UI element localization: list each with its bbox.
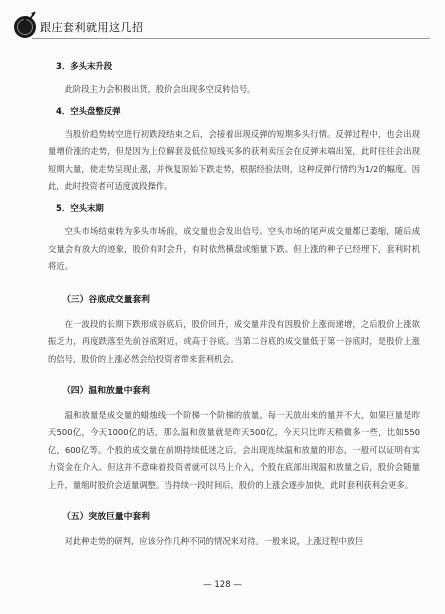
- item-heading-5: 5．空头末期: [56, 202, 104, 213]
- running-header: [14, 10, 432, 40]
- section-title-5: （五）突放巨量中套利: [62, 511, 150, 522]
- item-heading-3: 3．多头末升段: [56, 61, 113, 71]
- item-text-5: 空头市场结束转为多头市场前，成交量也会发出信号。空头市场的尾声成交量都已萎缩，随后成交量会有放大的迹象，股价有时会升，有时依然横盘或缩量下跌。但上涨的种子已经埋下，套利时机将近。: [48, 225, 420, 272]
- item-heading-4: 4．空头盘整反弹: [56, 105, 121, 116]
- section-text-3: 在一波段的长期下跌形成谷底后，股价回升，成交量并没有因股价上涨而递增，之后股价上涨欲振乏力，再度跌落至先前谷底附近，或高于谷底。当第二谷底的成交量低于第一谷底时，是股价上涨的信号，股价的上涨必然会给投资者带来套利机会。: [48, 318, 420, 364]
- item-text-3: 此阶段主力会积极出货，股价会出现多空反转信号。: [64, 84, 256, 94]
- page-number: — 128 —: [203, 580, 242, 590]
- section-text-5: 对此种走势的研判，应该分作几种不同的情况来对待。一般来说，上涨过程中放巨: [64, 535, 364, 546]
- section-text-4: 温和放量是成交量的蜡烛线一个阶梯一个阶梯的放量。每一天放出来的量并不大，如果巨量是昨天500亿，今天1000亿的话，那么温和放量就是昨天500亿，今天只比昨天稍微多一些，比如550亿，600亿等。个股的成交量在前期持续低迷之后，会出现连续温和放量的形态，一般可以证明有实力资金在介入。但这并不意味着投资者就可以马上介入，个股在底部出现温和放量之后，股价会随量上升，量缩时股价会适量调整。当持续一段时间后，股价的上涨会逐步加快，此时套利获利会更多。: [48, 409, 420, 490]
- header-arrow-icon: [22, 10, 36, 24]
- section-title-4: （四）温和放量中套利: [62, 385, 150, 396]
- section-title-3: （三）谷底成交量套利: [62, 294, 150, 305]
- header-rule: [32, 38, 430, 39]
- header-title: 跟庄套利就用这几招: [40, 21, 144, 34]
- item-text-4: 当股价趋势转空进行初跌段结束之后，会接着出现反弹的短期多头行情。反弹过程中，也会出现量增价涨的走势，但是因为上位解套及低位短线买多的获利卖压会在反弹末端出笼，此时往往会出现短期大量，使走势呈现止涨，并恢复原始下跌走势，根据经验法则，这种反弹行情约为1/2的幅度。因此，此时投资者可适度波段操作。: [48, 128, 420, 192]
- main-content: [48, 60, 420, 550]
